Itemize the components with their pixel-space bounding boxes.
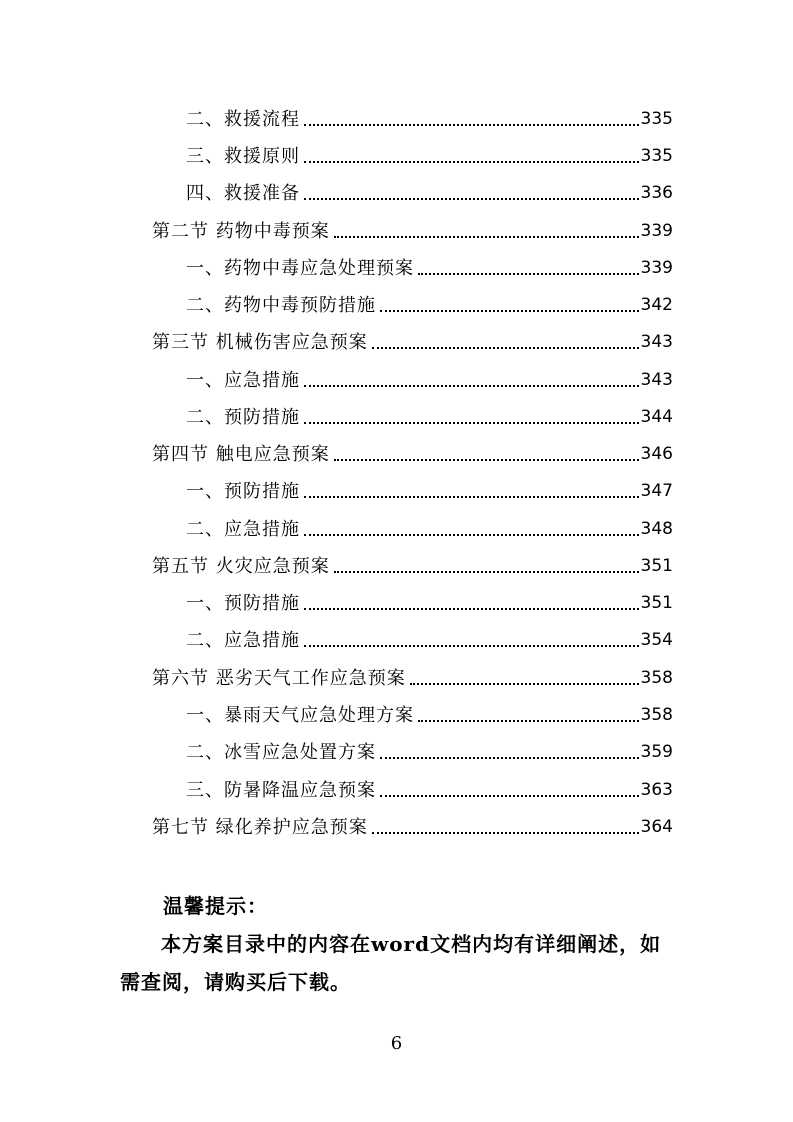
toc-entry-label: 二、应急措施 — [186, 518, 300, 540]
toc-section-label: 第三节 机械伤害应急预案 — [152, 331, 368, 353]
toc-dot-leader — [304, 420, 639, 424]
toc-dot-leader — [304, 122, 639, 126]
toc-dot-leader — [334, 569, 639, 573]
toc-entry-page: 339 — [640, 258, 673, 278]
toc-dot-leader — [304, 196, 639, 200]
tip-body: 本方案目录中的内容在word文档内均有详细阐述，如需查阅，请购买后下载。 — [120, 932, 662, 994]
toc-entry[interactable] — [186, 138, 673, 175]
toc-dot-leader — [380, 755, 639, 759]
toc-dot-leader — [418, 271, 639, 275]
toc-entry-label: 二、药物中毒预防措施 — [186, 294, 376, 316]
toc-section-label: 第四节 触电应急预案 — [152, 443, 330, 465]
toc-entry-label: 二、应急措施 — [186, 629, 300, 651]
toc-entry[interactable] — [186, 101, 673, 138]
toc-entry-label: 一、暴雨天气应急处理方案 — [186, 704, 414, 726]
toc-section[interactable] — [152, 436, 673, 473]
toc-entry-page: 335 — [640, 109, 673, 129]
toc-entry-label: 一、应急措施 — [186, 369, 300, 391]
toc-section-page: 364 — [640, 817, 673, 837]
toc-section[interactable] — [152, 809, 673, 846]
toc-dot-leader — [372, 830, 639, 834]
toc-entry[interactable] — [186, 511, 673, 548]
toc-entry-page: 335 — [640, 146, 673, 166]
toc-entry[interactable] — [186, 585, 673, 622]
toc-entry[interactable] — [186, 287, 673, 324]
toc-section-label: 第七节 绿化养护应急预案 — [152, 816, 368, 838]
toc-entry[interactable] — [186, 622, 673, 659]
toc-entry-page: 359 — [640, 742, 673, 762]
toc-dot-leader — [334, 234, 639, 238]
toc-dot-leader — [380, 793, 639, 797]
page-number: 6 — [390, 1033, 403, 1054]
toc-dot-leader — [372, 345, 639, 349]
toc-section[interactable] — [152, 213, 673, 250]
toc-entry-page: 342 — [640, 295, 673, 315]
toc-dot-leader — [304, 494, 639, 498]
toc-entry[interactable] — [186, 250, 673, 287]
toc-entry[interactable] — [186, 362, 673, 399]
toc-dot-leader — [304, 159, 639, 163]
toc-dot-leader — [334, 457, 639, 461]
toc-entry-page: 347 — [640, 481, 673, 501]
toc-section-page: 343 — [640, 332, 673, 352]
toc-entry-page: 351 — [640, 593, 673, 613]
toc-section[interactable] — [152, 660, 673, 697]
toc-entry-label: 二、冰雪应急处置方案 — [186, 741, 376, 763]
toc-section-page: 351 — [640, 556, 673, 576]
toc-entry-page: 336 — [640, 183, 673, 203]
toc-dot-leader — [304, 383, 639, 387]
toc-entry-label: 一、预防措施 — [186, 592, 300, 614]
toc-entry[interactable] — [186, 175, 673, 212]
toc-section[interactable] — [152, 548, 673, 585]
toc-entry-label: 一、预防措施 — [186, 480, 300, 502]
toc-section-page: 339 — [640, 221, 673, 241]
toc-entry-page: 358 — [640, 705, 673, 725]
toc-entry-page: 348 — [640, 519, 673, 539]
toc-entry-label: 三、防暑降温应急预案 — [186, 779, 376, 801]
toc-section-label: 第五节 火灾应急预案 — [152, 555, 330, 577]
toc-section[interactable] — [152, 324, 673, 361]
toc-entry[interactable] — [186, 697, 673, 734]
tip-title: 温馨提示： — [163, 894, 268, 918]
toc-entry[interactable] — [186, 772, 673, 809]
toc-dot-leader — [304, 643, 639, 647]
toc-dot-leader — [380, 308, 639, 312]
toc-dot-leader — [410, 681, 639, 685]
toc-entry-label: 二、预防措施 — [186, 406, 300, 428]
toc-section-page: 358 — [640, 668, 673, 688]
toc-entry-label: 二、救援流程 — [186, 108, 300, 130]
toc-section-label: 第二节 药物中毒预案 — [152, 220, 330, 242]
toc-entry-page: 354 — [640, 630, 673, 650]
toc-entry-page: 343 — [640, 370, 673, 390]
toc-entry[interactable] — [186, 473, 673, 510]
toc-entry[interactable] — [186, 734, 673, 771]
toc-entry-label: 四、救援准备 — [186, 182, 300, 204]
toc-entry[interactable] — [186, 399, 673, 436]
toc-entry-page: 363 — [640, 780, 673, 800]
toc-dot-leader — [304, 532, 639, 536]
toc-section-page: 346 — [640, 444, 673, 464]
toc-entry-label: 三、救援原则 — [186, 145, 300, 167]
toc-dot-leader — [418, 718, 639, 722]
toc-section-label: 第六节 恶劣天气工作应急预案 — [152, 667, 406, 689]
toc-dot-leader — [304, 606, 639, 610]
toc-entry-label: 一、药物中毒应急处理预案 — [186, 257, 414, 279]
toc-entry-page: 344 — [640, 407, 673, 427]
